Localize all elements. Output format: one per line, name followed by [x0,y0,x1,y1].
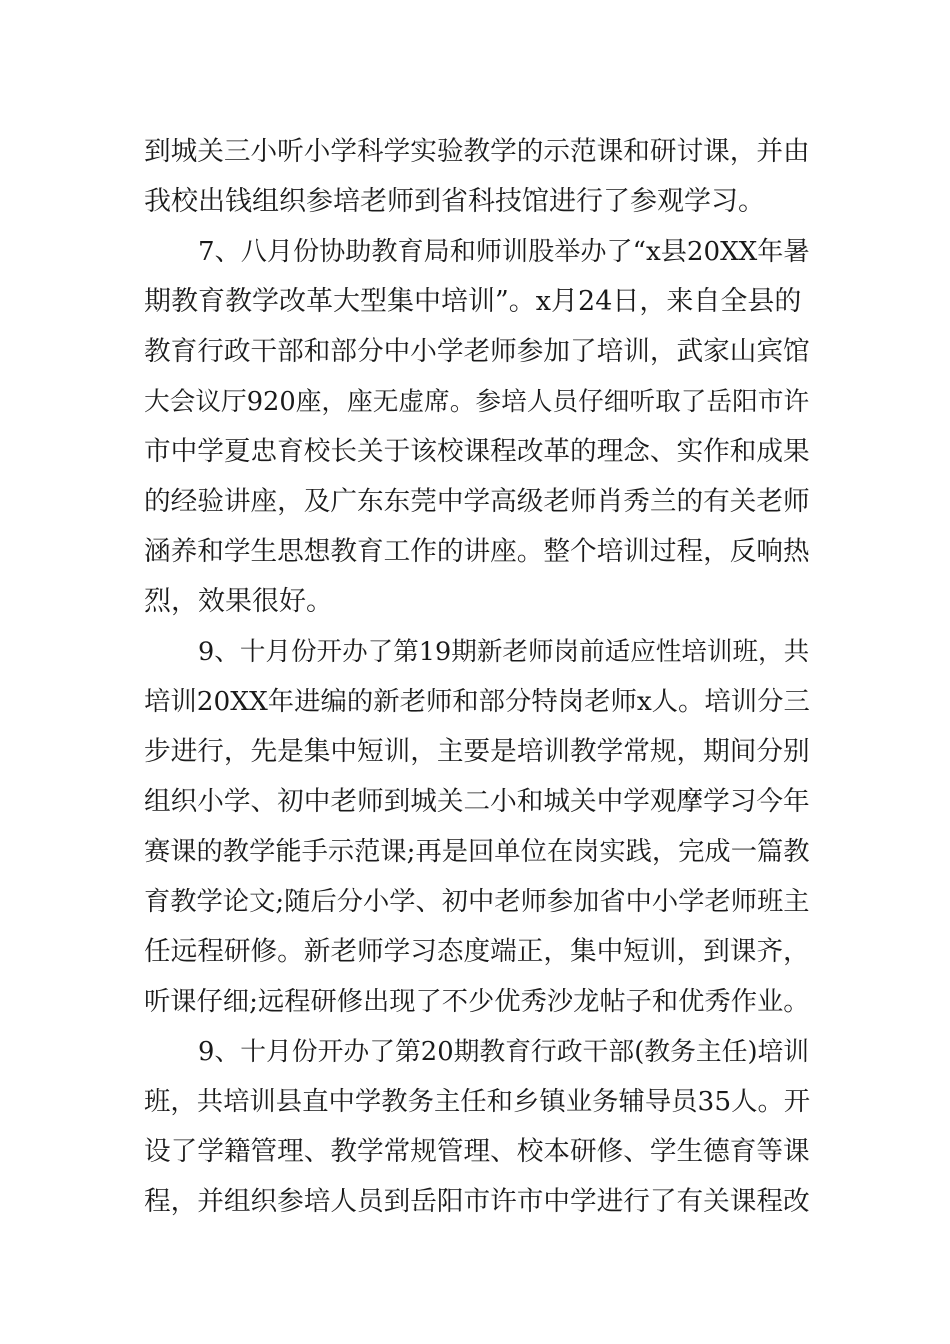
text-line: 赛课的教学能手示范课;再是回单位在岗实践，完成一篇教 [144,837,810,867]
text-line: 大会议厅920座，座无虚席。参培人员仔细听取了岳阳市许 [144,387,810,417]
paragraph-start-line: 9、十月份开办了第19期新老师岗前适应性培训班，共 [198,637,810,667]
text-line: 烈，效果很好。 [144,586,333,617]
text-line: 设了学籍管理、教学常规管理、校本研修、学生德育等课 [144,1136,810,1167]
text-line: 涵养和学生思想教育工作的讲座。整个培训过程，反响热 [144,536,810,567]
text-line: 培训20XX年进编的新老师和部分特岗老师x人。培训分三 [144,687,810,717]
text-line: 的经验讲座，及广东东莞中学高级老师肖秀兰的有关老师 [144,486,810,517]
text-line: 程，并组织参培人员到岳阳市许市中学进行了有关课程改 [144,1186,810,1217]
text-line: 听课仔细;远程研修出现了不少优秀沙龙帖子和优秀作业。 [144,987,810,1017]
text-line: 组织小学、初中老师到城关二小和城关中学观摩学习今年 [144,786,810,817]
text-line: 市中学夏忠育校长关于该校课程改革的理念、实作和成果 [144,436,810,467]
paragraph-start-line: 7、八月份协助教育局和师训股举办了“x县20XX年暑 [198,237,810,267]
text-line: 育教学论文;随后分小学、初中老师参加省中小学老师班主 [144,887,810,917]
text-line: 步进行，先是集中短训，主要是培训教学常规，期间分别 [144,736,810,767]
text-line: 教育行政干部和部分中小学老师参加了培训，武家山宾馆 [144,336,810,367]
text-line: 到城关三小听小学科学实验教学的示范课和研讨课，并由 [144,136,810,167]
text-line: 班，共培训县直中学教务主任和乡镇业务辅导员35人。开 [144,1087,811,1117]
text-line: 我校出钱组织参培老师到省科技馆进行了参观学习。 [144,186,765,217]
text-line: 任远程研修。新老师学习态度端正，集中短训，到课齐， [144,936,810,967]
text-line: 期教育教学改革大型集中培训”。x月24日，来自全县的 [144,286,802,317]
paragraph-start-line: 9、十月份开办了第20期教育行政干部(教务主任)培训 [198,1037,810,1067]
